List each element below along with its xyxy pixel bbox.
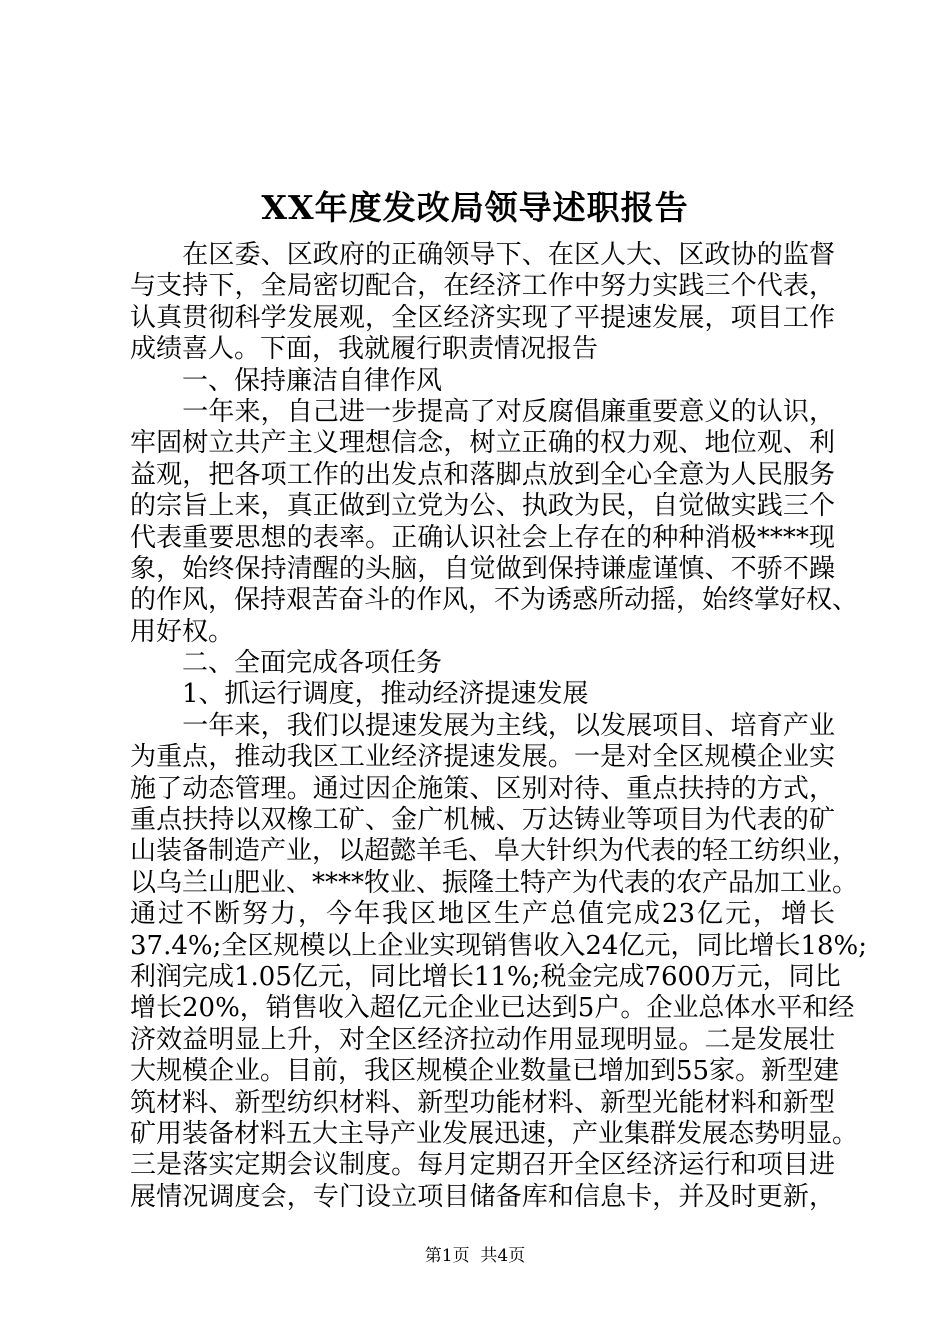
body-text-line: 三是落实定期会议制度。每月定期召开全区经济运行和项目进 <box>130 1150 835 1181</box>
document-title: XX年度发改局领导述职报告 <box>261 188 689 227</box>
page-footer: 第1页 共4页 <box>424 1246 526 1266</box>
body-text-line: 用好权。 <box>130 616 235 647</box>
body-text-line: 施了动态管理。通过因企施策、区别对待、重点扶持的方式， <box>130 773 835 804</box>
body-text-line: 大规模企业。目前，我区规模企业数量已增加到55家。新型建 <box>130 1056 840 1087</box>
body-text-line: 济效益明显上升，对全区经济拉动作用显现明显。二是发展壮 <box>130 1024 835 1055</box>
body-text-line: 在区委、区政府的正确领导下、在区人大、区政协的监督 <box>130 240 835 270</box>
body-text-line: 展情况调度会，专门设立项目储备库和信息卡，并及时更新， <box>130 1181 835 1212</box>
body-text-line: 成绩喜人。下面，我就履行职责情况报告 <box>130 334 599 365</box>
body-text-line: 矿用装备材料五大主导产业发展迅速，产业集群发展态势明显。 <box>130 1118 859 1149</box>
body-text-line: 认真贯彻科学发展观，全区经济实现了平提速发展，项目工作 <box>130 302 835 333</box>
body-text-line: 一年来，我们以提速发展为主线，以发展项目、培育产业 <box>130 710 835 741</box>
body-text-line: 1、抓运行调度，推动经济提速发展 <box>130 679 589 710</box>
body-text-line: 的作风，保持艰苦奋斗的作风，不为诱惑所动摇，始终掌好权、 <box>130 585 859 616</box>
body-text-line: 37.4%;全区规模以上企业实现销售收入24亿元，同比增长18%; <box>130 930 867 961</box>
body-text-line: 的宗旨上来，真正做到立党为公、执政为民，自觉做实践三个 <box>130 491 835 522</box>
body-text-line: 二、全面完成各项任务 <box>130 648 443 679</box>
body-text-line: 益观，把各项工作的出发点和落脚点放到全心全意为人民服务 <box>130 459 835 490</box>
body-text-line: 通过不断努力，今年我区地区生产总值完成23亿元，增长 <box>130 899 835 930</box>
document-body <box>130 240 867 1213</box>
body-text-line: 山装备制造产业，以超懿羊毛、阜大针织为代表的轻工纺织业， <box>130 836 859 867</box>
body-text-line: 代表重要思想的表率。正确认识社会上存在的种种消极****现 <box>130 522 835 553</box>
body-text-line: 与支持下，全局密切配合，在经济工作中努力实践三个代表， <box>130 271 835 302</box>
body-text-line: 一、保持廉洁自律作风 <box>130 365 443 396</box>
body-text-line: 象，始终保持清醒的头脑，自觉做到保持谦虚谨慎、不骄不躁 <box>130 553 835 584</box>
body-text-line: 一年来，自己进一步提高了对反腐倡廉重要意义的认识， <box>130 396 835 427</box>
body-text-line: 以乌兰山肥业、****牧业、振隆土特产为代表的农产品加工业。 <box>130 867 859 898</box>
body-text-line: 增长20%，销售收入超亿元企业已达到5户。企业总体水平和经 <box>130 993 855 1024</box>
body-text-line: 牢固树立共产主义理想信念，树立正确的权力观、地位观、利 <box>130 428 835 459</box>
body-text-line: 重点扶持以双橡工矿、金广机械、万达铸业等项目为代表的矿 <box>130 805 835 836</box>
body-text-line: 利润完成1.05亿元，同比增长11%;税金完成7600万元，同比 <box>130 961 841 992</box>
body-text-line: 筑材料、新型纺织材料、新型功能材料、新型光能材料和新型 <box>130 1087 835 1118</box>
body-text-line: 为重点，推动我区工业经济提速发展。一是对全区规模企业实 <box>130 742 835 773</box>
